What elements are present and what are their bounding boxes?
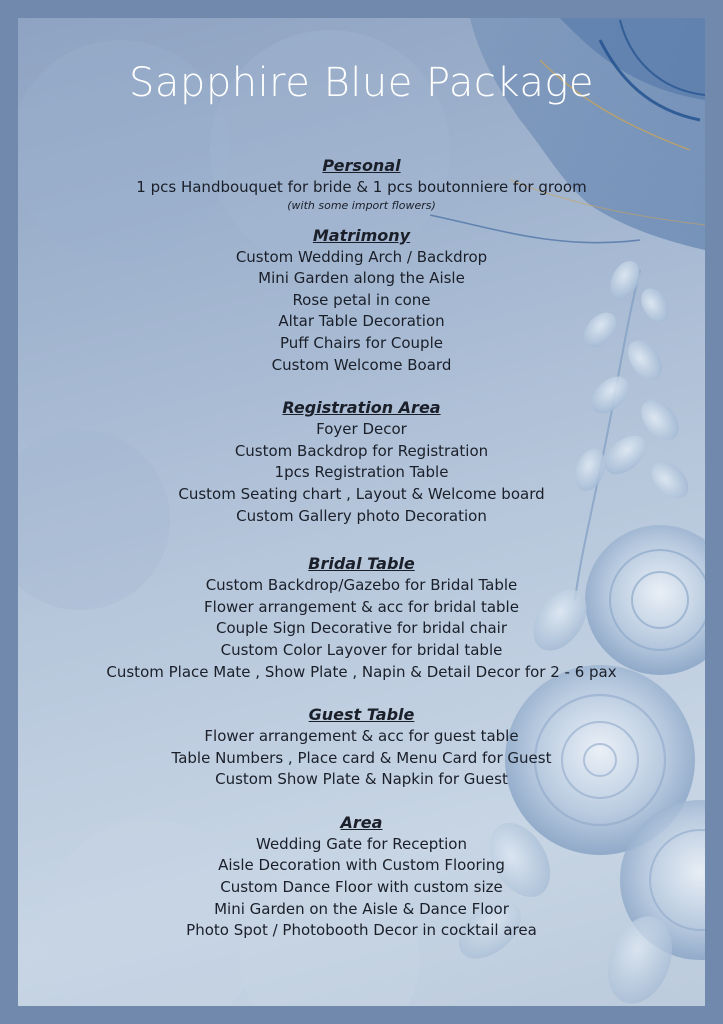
list-item: Custom Welcome Board <box>271 355 452 374</box>
list-item: Wedding Gate for Reception <box>256 834 467 853</box>
list-item: Flower arrangement & acc for guest table <box>204 727 519 746</box>
section-heading: Bridal Table <box>308 554 415 574</box>
list-item: Couple Sign Decorative for bridal chair <box>216 619 507 638</box>
section-guest-table <box>0 704 723 791</box>
list-item: 1 pcs Handbouquet for bride & 1 pcs boutonniere for groom <box>136 178 587 196</box>
list-item: 1pcs Registration Table <box>274 463 449 482</box>
list-item: Aisle Decoration with Custom Flooring <box>218 856 505 875</box>
section-heading: Area <box>340 812 383 832</box>
section-heading: Personal <box>322 156 401 175</box>
list-item: Flower arrangement & acc for bridal table <box>204 597 519 616</box>
list-item: Table Numbers , Place card & Menu Card for Guest <box>171 748 552 767</box>
section-personal <box>0 155 723 213</box>
page-title: Sapphire Blue Package <box>129 60 594 106</box>
section-matrimony <box>0 225 723 377</box>
list-item: Custom Seating chart , Layout & Welcome board <box>178 484 545 503</box>
list-item: Mini Garden on the Aisle & Dance Floor <box>214 899 509 918</box>
list-item: Custom Dance Floor with custom size <box>220 878 503 897</box>
list-item: Custom Backdrop for Registration <box>234 441 489 460</box>
list-item: Custom Place Mate , Show Plate , Napin & Detail Decor for 2 - 6 pax <box>106 662 617 681</box>
list-item: Custom Color Layover for bridal table <box>220 640 503 659</box>
list-item: Puff Chairs for Couple <box>280 333 443 352</box>
list-item: Altar Table Decoration <box>278 312 445 331</box>
list-item: Custom Backdrop/Gazebo for Bridal Table <box>205 576 518 595</box>
list-item: Custom Gallery photo Decoration <box>236 506 487 525</box>
list-item: Foyer Decor <box>316 420 407 439</box>
list-item: Custom Wedding Arch / Backdrop <box>235 247 488 266</box>
list-item: Photo Spot / Photobooth Decor in cocktail area <box>186 921 537 940</box>
package-contents <box>0 155 723 942</box>
list-item: Custom Show Plate & Napkin for Guest <box>215 770 508 789</box>
section-heading: Matrimony <box>312 225 411 245</box>
section-registration-area <box>0 397 723 527</box>
list-item: Rose petal in cone <box>292 290 431 309</box>
section-area <box>0 812 723 942</box>
section-bridal-table <box>0 553 723 683</box>
section-heading: Guest Table <box>308 705 415 725</box>
list-item: Mini Garden along the Aisle <box>258 269 465 288</box>
section-heading: Registration Area <box>282 398 441 418</box>
section-note: (with some import flowers) <box>287 198 436 212</box>
